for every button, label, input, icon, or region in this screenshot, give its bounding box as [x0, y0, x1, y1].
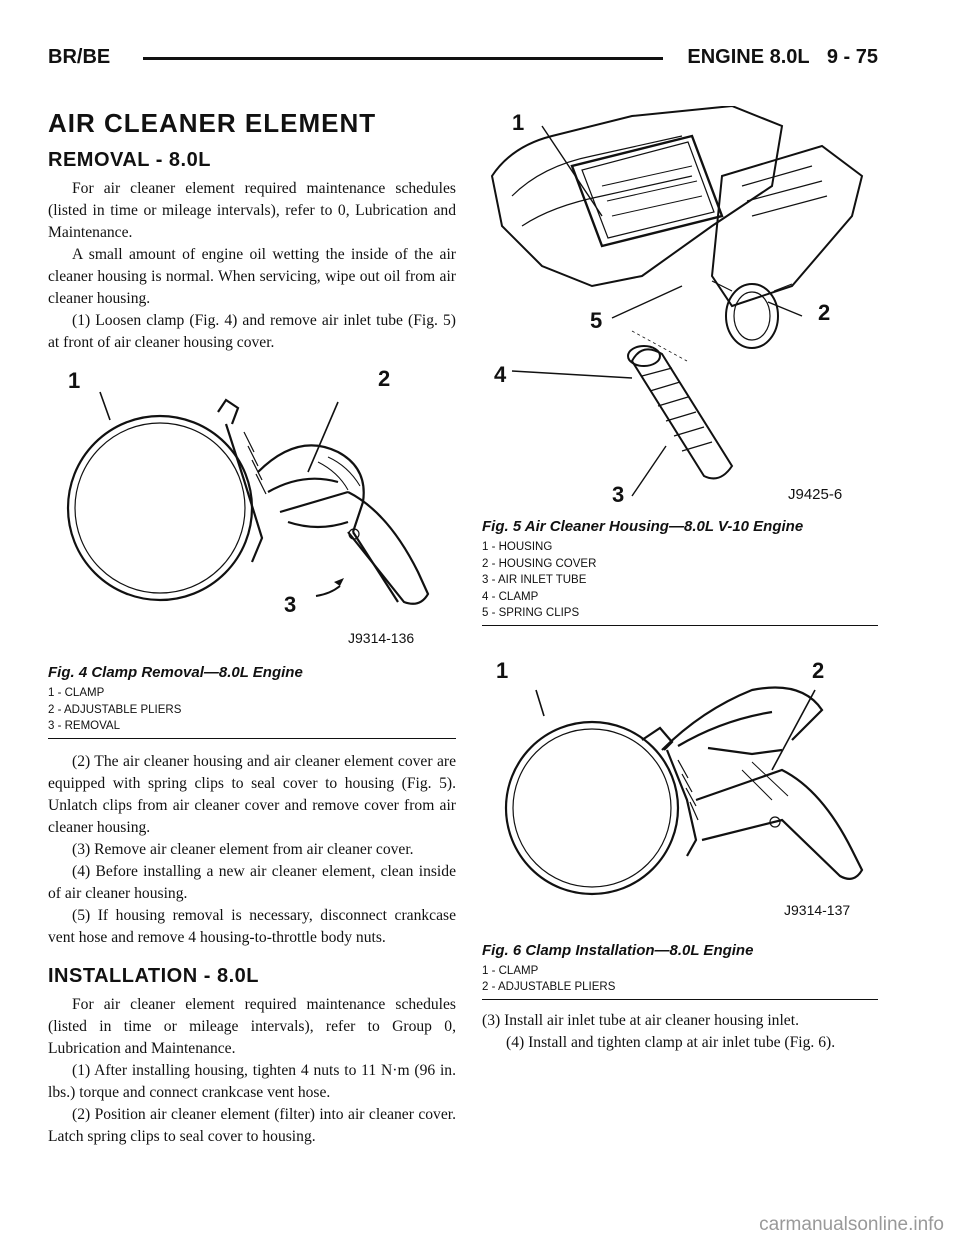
figure-4-legend	[48, 685, 456, 735]
clamp-installation-illustration	[482, 650, 878, 940]
callout-2: 2	[812, 657, 825, 683]
removal-paragraph: A small amount of engine oil wetting the inside of the air cleaner housing is normal. When servicing, wipe out oil from air cleaner housing.	[48, 246, 456, 307]
watermark: carmanualsonline.info	[759, 1214, 944, 1235]
removal-step: (4) Before installing a new air cleaner element, clean inside of air cleaner housing.	[48, 862, 456, 902]
header-page-number: 9 - 75	[826, 46, 878, 68]
header-rule	[143, 57, 663, 60]
clamp-removal-illustration	[48, 362, 456, 662]
installation-step: (4) Install and tighten clamp at air inlet tube (Fig. 6).	[506, 1033, 836, 1051]
legend-item: 3 - AIR INLET TUBE	[482, 574, 587, 586]
callout-2: 2	[378, 366, 391, 391]
legend-item: 3 - REMOVAL	[48, 720, 120, 732]
installation-step: (1) After installing housing, tighten 4 nuts to 11 N·m (96 in. lbs.) torque and connect crankcase vent hose.	[48, 1061, 456, 1101]
figure-code: J9314-136	[348, 630, 415, 646]
legend-item: 5 - SPRING CLIPS	[482, 607, 580, 619]
callout-5: 5	[590, 308, 603, 333]
figure-6	[482, 650, 878, 940]
figure-6-caption: Fig. 6 Clamp Installation—8.0L Engine	[482, 941, 754, 959]
removal-step: (2) The air cleaner housing and air cleaner element cover are equipped with spring clips to seal cover to housing (Fig. 5). Unlatch clips from air cleaner cover and remove cover from air cleaner housing.	[48, 752, 456, 836]
removal-step: (5) If housing removal is necessary, disconnect crankcase vent hose and remove 4 housing-to-throttle body nuts.	[48, 906, 456, 946]
installation-step: (3) Install air inlet tube at air cleaner housing inlet.	[482, 1011, 799, 1029]
figure-5-legend	[482, 539, 878, 622]
figure-4-caption: Fig. 4 Clamp Removal—8.0L Engine	[48, 664, 303, 681]
legend-item: 1 - CLAMP	[48, 687, 105, 699]
header-model: BR/BE	[48, 46, 111, 68]
removal-step: (3) Remove air cleaner element from air cleaner cover.	[72, 840, 414, 858]
removal-heading: REMOVAL - 8.0L	[48, 149, 211, 171]
callout-2: 2	[818, 300, 831, 325]
figure-code: J9314-137	[784, 901, 851, 918]
callout-1: 1	[68, 368, 81, 393]
callout-1: 1	[512, 110, 525, 135]
figure-rule	[482, 625, 878, 626]
installation-step: (2) Position air cleaner element (filter) into air cleaner cover. Latch spring clips to seal cover to housing.	[48, 1105, 456, 1145]
section-title: AIR CLEANER ELEMENT	[48, 108, 377, 138]
callout-1: 1	[496, 657, 509, 683]
installation-paragraph: For air cleaner element required maintenance schedules (listed in time or mileage intervals), refer to Group 0, Lubrication and Maintenance.	[48, 995, 456, 1057]
legend-item: 2 - ADJUSTABLE PLIERS	[482, 981, 616, 993]
header-section: ENGINE 8.0L	[687, 46, 810, 68]
callout-3: 3	[612, 482, 625, 507]
legend-item: 2 - HOUSING COVER	[482, 557, 597, 570]
figure-5-caption: Fig. 5 Air Cleaner Housing—8.0L V-10 Engine	[482, 518, 804, 535]
removal-paragraph: For air cleaner element required maintenance schedules (listed in time or mileage intervals), refer to 0, Lubrication and Maintenance.	[48, 180, 456, 241]
installation-heading: INSTALLATION - 8.0L	[48, 964, 259, 987]
legend-item: 1 - CLAMP	[482, 964, 539, 977]
figure-5	[482, 106, 878, 516]
legend-item: 4 - CLAMP	[482, 590, 539, 603]
header-right	[687, 46, 878, 69]
callout-3: 3	[284, 592, 297, 617]
figure-6-legend	[482, 963, 878, 996]
legend-item: 1 - HOUSING	[482, 541, 553, 553]
figure-4	[48, 362, 456, 662]
callout-4: 4	[494, 362, 507, 387]
right-column	[482, 108, 878, 1054]
removal-step: (1) Loosen clamp (Fig. 4) and remove air inlet tube (Fig. 5) at front of air cleaner housing cover.	[48, 312, 456, 351]
left-column	[48, 108, 456, 1148]
legend-item: 2 - ADJUSTABLE PLIERS	[48, 703, 182, 716]
page-header	[48, 46, 878, 76]
figure-code: J9425-6	[788, 486, 843, 503]
